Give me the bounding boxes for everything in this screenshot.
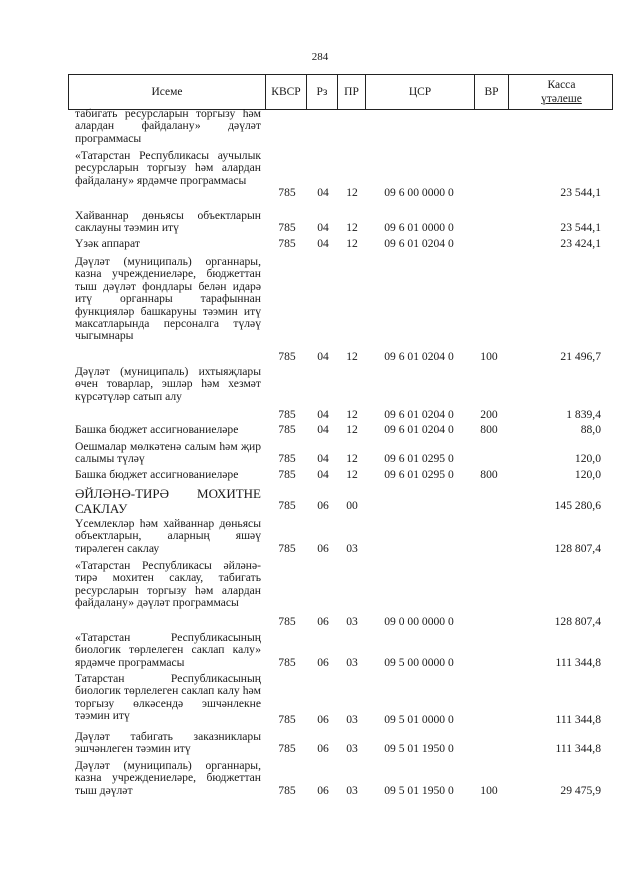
row-pr: 12: [346, 186, 358, 199]
row-kassa: 23 424,1: [560, 237, 601, 250]
row-vr: 100: [480, 784, 498, 797]
header-kassa-line2: үтәлеше: [541, 93, 582, 105]
row-kassa: 88,0: [580, 423, 601, 436]
row-name: «Татарстан Республикасы әйләнә-тирә мохитен саклау, табигать ресурсларын торгызу һәм алардан файдалану» дәүләт программасы: [75, 559, 261, 610]
row-pr: 03: [346, 656, 358, 669]
header-csr: ЦСР: [366, 75, 475, 109]
row-kvsr: 785: [278, 452, 296, 465]
row-csr: 09 6 01 0204 0: [384, 423, 454, 436]
row-pr: 03: [346, 742, 358, 755]
row-kassa: 1 839,4: [566, 408, 601, 421]
row-kvsr: 785: [278, 742, 296, 755]
row-pr: 12: [346, 408, 358, 421]
row-rz: 04: [317, 408, 329, 421]
row-kassa: 128 807,4: [554, 615, 601, 628]
row-pr: 12: [346, 350, 358, 363]
row-name: Дәүләт (муниципаль) ихтыяҗлары өчен товарлар, эшләр һәм хезмәт күрсәтүләр сатып алу: [75, 365, 261, 403]
row-kvsr: 785: [278, 221, 296, 234]
row-kassa: 29 475,9: [560, 784, 601, 797]
row-kvsr: 785: [278, 784, 296, 797]
row-pr: 12: [346, 237, 358, 250]
row-name: Башка бюджет ассигнованиеләре: [75, 423, 239, 436]
row-name: Дәүләт табигать заказниклары эшчәнлеген тәэмин итү: [75, 730, 261, 756]
row-csr: 09 6 01 0204 0: [384, 237, 454, 250]
page-number: 284: [311, 51, 329, 63]
header-kvsr: КВСР: [266, 75, 307, 109]
row-csr: 09 6 01 0204 0: [384, 350, 454, 363]
row-rz: 04: [317, 423, 329, 436]
row-name: «Татарстан Республикасы аучылык ресурсларын торгызу һәм алардан файдалану» ярдәмче программасы: [75, 149, 261, 187]
row-kassa: 120,0: [574, 452, 601, 465]
row-rz: 06: [317, 542, 329, 555]
row-name: Татарстан Республикасының биологик төрлелеген саклап калу һәм торгызу өлкәсендә эшчәнлекне тәэмин итү: [75, 672, 261, 723]
row-pr: 00: [346, 499, 358, 512]
row-name: Үсемлекләр һәм хайваннар дөньясы объектларын, аларның яшәү тирәлеген саклау: [75, 517, 261, 555]
header-name: Исеме: [69, 75, 266, 109]
row-name: Үзәк аппарат: [75, 237, 140, 250]
row-pr: 03: [346, 713, 358, 726]
row-csr: 09 6 00 0000 0: [384, 186, 454, 199]
row-rz: 04: [317, 221, 329, 234]
row-rz: 04: [317, 468, 329, 481]
row-kvsr: 785: [278, 350, 296, 363]
row-name: Дәүләт (муниципаль) органнары, казна учреждениеләре, бюджеттан тыш дәүләт фондлары белән идарә итү органнары тарафыннан функцияләр башкаруны тәэмин итү максатларында персоналга түләү чыгымнары: [75, 255, 261, 343]
row-csr: 09 6 01 0204 0: [384, 408, 454, 421]
row-vr: 200: [480, 408, 498, 421]
table-header: [68, 74, 613, 110]
row-kvsr: 785: [278, 713, 296, 726]
row-rz: 04: [317, 186, 329, 199]
row-rz: 04: [317, 452, 329, 465]
row-rz: 06: [317, 742, 329, 755]
row-kvsr: 785: [278, 423, 296, 436]
row-kassa: 111 344,8: [555, 656, 601, 669]
row-name: Дәүләт (муниципаль) органнары, казна учреждениеләре, бюджеттан тыш дәүләт: [75, 759, 261, 797]
row-pr: 03: [346, 615, 358, 628]
row-kassa: 111 344,8: [555, 742, 601, 755]
row-rz: 06: [317, 713, 329, 726]
row-csr: 09 5 01 1950 0: [384, 784, 454, 797]
row-csr: 09 5 01 0000 0: [384, 713, 454, 726]
row-csr: 09 5 00 0000 0: [384, 656, 454, 669]
row-kvsr: 785: [278, 186, 296, 199]
header-rz: Рз: [307, 75, 338, 109]
header-kassa-line1: Касса: [547, 79, 576, 91]
row-pr: 12: [346, 423, 358, 436]
row-name: Башка бюджет ассигнованиеләре: [75, 468, 239, 481]
row-csr: 09 6 01 0000 0: [384, 221, 454, 234]
row-vr: 100: [480, 350, 498, 363]
row-kvsr: 785: [278, 499, 296, 512]
row-kvsr: 785: [278, 468, 296, 481]
row-vr: 800: [480, 468, 498, 481]
row-pr: 12: [346, 221, 358, 234]
row-name: Хайваннар дөньясы объектларын саклауны тәэмин итү: [75, 209, 261, 235]
row-rz: 06: [317, 615, 329, 628]
row-rz: 04: [317, 237, 329, 250]
row-kvsr: 785: [278, 237, 296, 250]
row-kvsr: 785: [278, 408, 296, 421]
row-kassa: 128 807,4: [554, 542, 601, 555]
row-rz: 06: [317, 784, 329, 797]
row-csr: 09 5 01 1950 0: [384, 742, 454, 755]
header-pr: ПР: [338, 75, 366, 109]
row-name: ӘЙЛӘНӘ-ТИРӘ МОХИТНЕ САКЛАУ: [75, 486, 261, 516]
row-kassa: 23 544,1: [560, 221, 601, 234]
row-name: «Татарстан Республикасының биологик төрлелеген саклап калу» ярдәмче программасы: [75, 631, 261, 669]
row-rz: 06: [317, 656, 329, 669]
row-pr: 03: [346, 784, 358, 797]
row-kvsr: 785: [278, 542, 296, 555]
row-kassa: 145 280,6: [554, 499, 601, 512]
row-name: табигать ресурсларын торгызу һәм алардан файдалану» дәүләт программасы: [75, 107, 261, 145]
row-kvsr: 785: [278, 615, 296, 628]
row-csr: 09 6 01 0295 0: [384, 468, 454, 481]
row-rz: 06: [317, 499, 329, 512]
row-csr: 09 6 01 0295 0: [384, 452, 454, 465]
row-kassa: 23 544,1: [560, 186, 601, 199]
row-pr: 12: [346, 452, 358, 465]
row-pr: 03: [346, 542, 358, 555]
row-kassa: 111 344,8: [555, 713, 601, 726]
header-vr: ВР: [475, 75, 509, 109]
row-rz: 04: [317, 350, 329, 363]
row-pr: 12: [346, 468, 358, 481]
row-kassa: 21 496,7: [560, 350, 601, 363]
row-kvsr: 785: [278, 656, 296, 669]
row-vr: 800: [480, 423, 498, 436]
row-name: Оешмалар мөлкәтенә салым һәм җир салымы түләү: [75, 440, 261, 466]
row-kassa: 120,0: [574, 468, 601, 481]
row-csr: 09 0 00 0000 0: [384, 615, 454, 628]
header-kassa: [509, 75, 614, 109]
